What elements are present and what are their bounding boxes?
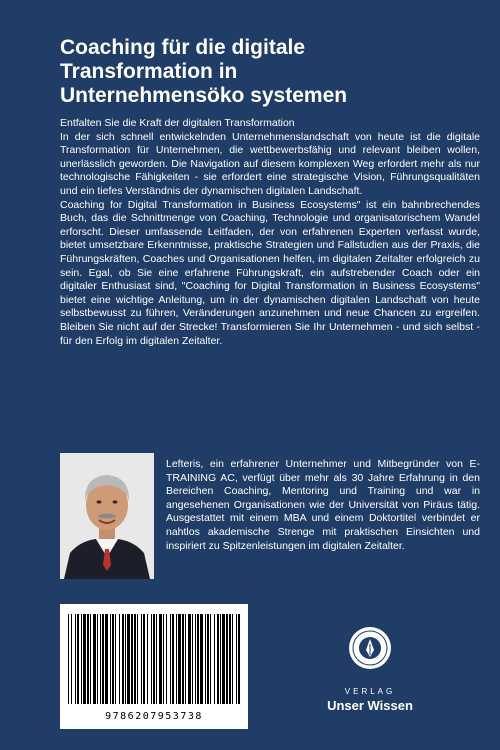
barcode-bar [87, 614, 89, 704]
barcode-bar [176, 614, 177, 704]
barcode-bar [163, 614, 164, 704]
barcode-bar [77, 614, 79, 704]
barcode-bar [119, 614, 120, 704]
publisher-seal-icon [348, 626, 392, 670]
barcode-bar [71, 614, 72, 704]
barcode-bar [188, 614, 191, 704]
barcode-bar [68, 614, 69, 704]
barcode-bar [127, 614, 130, 704]
barcode-bar [195, 614, 196, 704]
barcode-bar [197, 614, 199, 704]
author-photo [60, 453, 154, 579]
publisher-logo [300, 626, 440, 726]
barcode-bar [81, 614, 82, 704]
barcode-bar [220, 614, 221, 704]
barcode-bar [182, 614, 184, 704]
barcode-bar [151, 614, 152, 704]
barcode-bar [156, 614, 157, 704]
barcode-bar [105, 614, 108, 704]
barcode-bar [97, 614, 98, 704]
title-line-3: Unternehmensöko systemen [60, 84, 348, 107]
barcode-bar [110, 614, 111, 704]
barcode-bar [166, 614, 167, 704]
barcode-bar [200, 614, 203, 704]
barcode-bar [143, 614, 145, 704]
barcode-bar [115, 614, 116, 704]
back-cover-title [60, 36, 480, 108]
publisher-name: Unser Wissen [327, 698, 413, 713]
barcode-bar [205, 614, 206, 704]
barcode-bar [93, 614, 96, 704]
author-portrait-graphic [60, 453, 154, 579]
barcode-bar [178, 614, 181, 704]
author-bio: Lefteris, ein erfahrener Unternehmer und Mitbegründer von E-TRAINING AC, verfügt über mehr als 30 Jahre Erfahrung in den Bereichen Coaching, Mentoring und Training und war in angesehenen Organisationen wie der Universität von Piräus tätig. Ausgestattet mit einem MBA und einem Doktortitel verbindet er nahtlos akademische Strenge mit praktischen Einsichten und inspiriert zu Spitzenleistungen im digitalen Zeitalter. [166, 458, 480, 552]
barcode-bar [122, 614, 124, 704]
barcode-bars [60, 604, 248, 708]
barcode-bar [238, 614, 240, 704]
barcode-bar [229, 614, 231, 704]
barcode-bar [100, 614, 101, 704]
book-blurb [60, 117, 480, 348]
barcode-bar [222, 614, 225, 704]
barcode-bar [112, 614, 114, 704]
title-line-1: Coaching für die digitale [60, 36, 306, 59]
barcode-bar [125, 614, 126, 704]
barcode-bar [75, 614, 76, 704]
barcode-bar [210, 614, 211, 704]
blurb-headline: Entfalten Sie die Kraft der digitalen Transformation [60, 117, 295, 129]
blurb-paragraph-1: In der sich schnell entwickelnden Unternehmenslandschaft von heute ist die digitale Transformation für Unternehmen, die wettbewerbsfähig und relevant bleiben wollen, unerlässlich geworden. Die Navigation auf diesem komplexen Weg erfordert mehr als nur technologische Fähigkeiten - sie erfordert eine strategische Vision, Führungsqualitäten und ein tiefes Verständnis der dynamischen digitalen Landschaft. [60, 130, 480, 197]
isbn-number: 9786207953738 [105, 711, 203, 722]
barcode-bar [153, 614, 155, 704]
barcode-bar [141, 614, 142, 704]
barcode-bar [232, 614, 233, 704]
publisher-verlag-label: VERLAG [344, 687, 396, 696]
barcode-bar [137, 614, 138, 704]
title-line-2: Transformation in [60, 60, 238, 83]
barcode-bar [172, 614, 174, 704]
barcode-bar [236, 614, 237, 704]
barcode-bar [214, 614, 215, 704]
barcode-bar [207, 614, 209, 704]
barcode-bar [83, 614, 86, 704]
barcode-bar [192, 614, 193, 704]
barcode-bar [102, 614, 104, 704]
barcode-bar [90, 614, 91, 704]
barcode-bar [134, 614, 136, 704]
barcode-bar [226, 614, 228, 704]
barcode-bar [185, 614, 186, 704]
barcode-bar [147, 614, 148, 704]
barcode-bar [159, 614, 162, 704]
blurb-paragraph-2: Coaching for Digital Transformation in Business Ecosystems" ist ein bahnbrechendes Buch, das die Schnittmenge von Coaching, Technologie und organisatorischem Wandel erforscht. Dieser umfassende Leitfaden, der von erfahrenen Experten verfasst wurde, bietet umsetzbare Erkenntnisse, praktische Strategien und Fallstudien aus der Praxis, die Führungskräften, Coaches und Organisationen helfen, im digitalen Zeitalter erfolgreich zu sein. Egal, ob Sie eine erfahrene Führungskraft, ein aufstrebender Coach oder ein digitaler Enthusiast sind, "Coaching for Digital Transformation in Business Ecosystems" bietet eine wichtige Anleitung, um in der dynamischen digitalen Landschaft von heute selbstbewusst zu führen, Veränderungen anzunehmen und neue Chancen zu ergreifen. Bleiben Sie nicht auf der Strecke! Transformieren Sie Ihr Unternehmen - und sich selbst - für den Erfolg im digitalen Zeitalter. [60, 198, 480, 347]
barcode-bar [131, 614, 133, 704]
barcode-bar [217, 614, 219, 704]
isbn-barcode [60, 604, 248, 729]
barcode-bar [170, 614, 171, 704]
